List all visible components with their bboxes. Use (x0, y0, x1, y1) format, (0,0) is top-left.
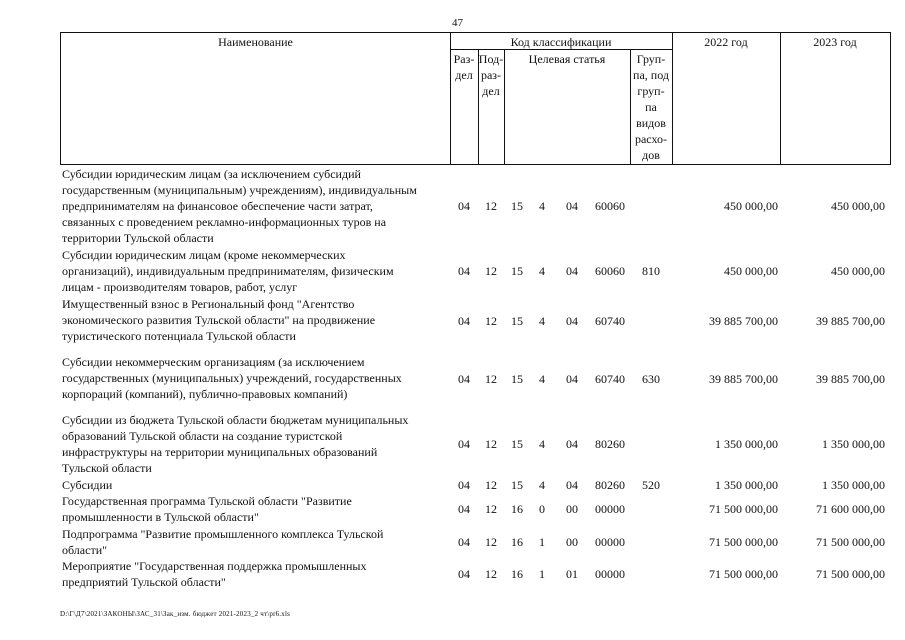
row-razdel: 04 (458, 314, 470, 328)
row-2022: 71 500 000,00 (709, 535, 778, 549)
row-2023: 1 350 000,00 (822, 437, 885, 451)
row-target-2: 4 (539, 478, 545, 492)
row-name: Субсидии юридическим лицам (кроме некоммерческих организаций), индивидуальным предпринимателям, физическим лицам - производителям товаров, работ, услуг (62, 248, 394, 294)
row-target-1: 15 (511, 478, 523, 492)
row-2022: 71 500 000,00 (709, 567, 778, 581)
row-target-1: 16 (511, 535, 523, 549)
row-target-1: 15 (511, 437, 523, 451)
row-target-4: 60740 (595, 314, 625, 328)
row-razdel: 04 (458, 372, 470, 386)
row-name: Мероприятие "Государственная поддержка промышленных предприятий Тульской области" (62, 559, 367, 589)
row-2023: 71 500 000,00 (816, 535, 885, 549)
row-group: 520 (642, 478, 660, 492)
row-2022: 1 350 000,00 (715, 478, 778, 492)
row-razdel: 04 (458, 478, 470, 492)
row-name: Имущественный взнос в Региональный фонд "Агентство экономического развития Тульской области" на продвижение туристического потенциала Тульской области (62, 297, 376, 343)
row-2023: 71 500 000,00 (816, 567, 885, 581)
row-razdel: 04 (458, 199, 470, 213)
row-target-3: 01 (566, 567, 578, 581)
row-name: Подпрограмма "Развитие промышленного комплекса Тульской области" (62, 527, 384, 557)
row-target-3: 04 (566, 478, 578, 492)
row-target-3: 04 (566, 437, 578, 451)
row-target-2: 4 (539, 199, 545, 213)
row-target-4: 80260 (595, 478, 625, 492)
row-2022: 450 000,00 (724, 264, 778, 278)
row-2023: 450 000,00 (831, 264, 885, 278)
row-target-4: 60740 (595, 372, 625, 386)
header-razdel: Раз- дел (453, 52, 475, 82)
row-target-3: 04 (566, 314, 578, 328)
row-target-4: 60060 (595, 199, 625, 213)
row-razdel: 04 (458, 502, 470, 516)
row-name: Субсидии некоммерческим организациям (за исключением государственных (муниципальных) учреждений, государственных корпораций (компаний), публично-правовых компаний) (62, 355, 402, 401)
header-group: Груп- па, под груп- па видов расхо- дов (633, 52, 669, 162)
row-target-2: 1 (539, 535, 545, 549)
header-target: Целевая статья (528, 52, 606, 66)
page-number: 47 (452, 17, 463, 29)
row-razdel: 04 (458, 437, 470, 451)
row-2022: 1 350 000,00 (715, 437, 778, 451)
row-target-3: 04 (566, 264, 578, 278)
row-podrazdel: 12 (485, 437, 497, 451)
row-podrazdel: 12 (485, 535, 497, 549)
row-podrazdel: 12 (485, 314, 497, 328)
row-razdel: 04 (458, 264, 470, 278)
row-name: Субсидии юридическим лицам (за исключением субсидий государственным (муниципальным) учреждениям), индивидуальным предпринимателям на финансовое обеспечение части затрат, связанных с проведением рекламно-информационных туров на территории Тульской области (62, 167, 417, 245)
header-2022: 2022 год (704, 35, 748, 49)
row-target-1: 16 (511, 502, 523, 516)
row-target-1: 15 (511, 314, 523, 328)
row-target-3: 04 (566, 372, 578, 386)
row-2023: 1 350 000,00 (822, 478, 885, 492)
row-2023: 39 885 700,00 (816, 372, 885, 386)
row-target-4: 60060 (595, 264, 625, 278)
row-2023: 450 000,00 (831, 199, 885, 213)
row-group: 810 (642, 264, 660, 278)
row-2023: 39 885 700,00 (816, 314, 885, 328)
row-target-2: 0 (539, 502, 545, 516)
row-target-1: 15 (511, 372, 523, 386)
row-target-4: 00000 (595, 502, 625, 516)
row-2022: 450 000,00 (724, 199, 778, 213)
row-target-4: 00000 (595, 535, 625, 549)
row-target-4: 00000 (595, 567, 625, 581)
row-target-2: 4 (539, 372, 545, 386)
row-2023: 71 600 000,00 (816, 502, 885, 516)
row-target-2: 4 (539, 314, 545, 328)
row-podrazdel: 12 (485, 372, 497, 386)
row-2022: 39 885 700,00 (709, 314, 778, 328)
row-target-4: 80260 (595, 437, 625, 451)
row-razdel: 04 (458, 567, 470, 581)
row-target-1: 15 (511, 199, 523, 213)
row-target-3: 00 (566, 535, 578, 549)
row-target-3: 00 (566, 502, 578, 516)
row-2022: 71 500 000,00 (709, 502, 778, 516)
row-razdel: 04 (458, 535, 470, 549)
row-name: Субсидии (62, 478, 113, 492)
header-2023: 2023 год (813, 35, 857, 49)
header-name: Наименование (218, 35, 293, 49)
row-target-2: 4 (539, 437, 545, 451)
row-podrazdel: 12 (485, 264, 497, 278)
row-target-2: 4 (539, 264, 545, 278)
row-name: Государственная программа Тульской области "Развитие промышленности в Тульской области" (62, 494, 352, 524)
row-podrazdel: 12 (485, 478, 497, 492)
row-target-1: 16 (511, 567, 523, 581)
row-podrazdel: 12 (485, 502, 497, 516)
header-podrazdel: Под- раз- дел (478, 52, 504, 98)
file-path-footer: D:\Г\Д7\2021\ЗАКОНЫ\ЗАС_31\Зак_изм. бюджет 2021-2023_2 чт\pr6.xls (60, 610, 291, 618)
row-2022: 39 885 700,00 (709, 372, 778, 386)
row-podrazdel: 12 (485, 567, 497, 581)
row-group: 630 (642, 372, 660, 386)
row-podrazdel: 12 (485, 199, 497, 213)
header-code: Код классификации (510, 35, 612, 49)
row-target-2: 1 (539, 567, 545, 581)
row-target-3: 04 (566, 199, 578, 213)
row-name: Субсидии из бюджета Тульской области бюджетам муниципальных образований Тульской области на создание туристской инфраструктуры на территории муниципальных образований Тульской области (62, 413, 409, 475)
row-target-1: 15 (511, 264, 523, 278)
